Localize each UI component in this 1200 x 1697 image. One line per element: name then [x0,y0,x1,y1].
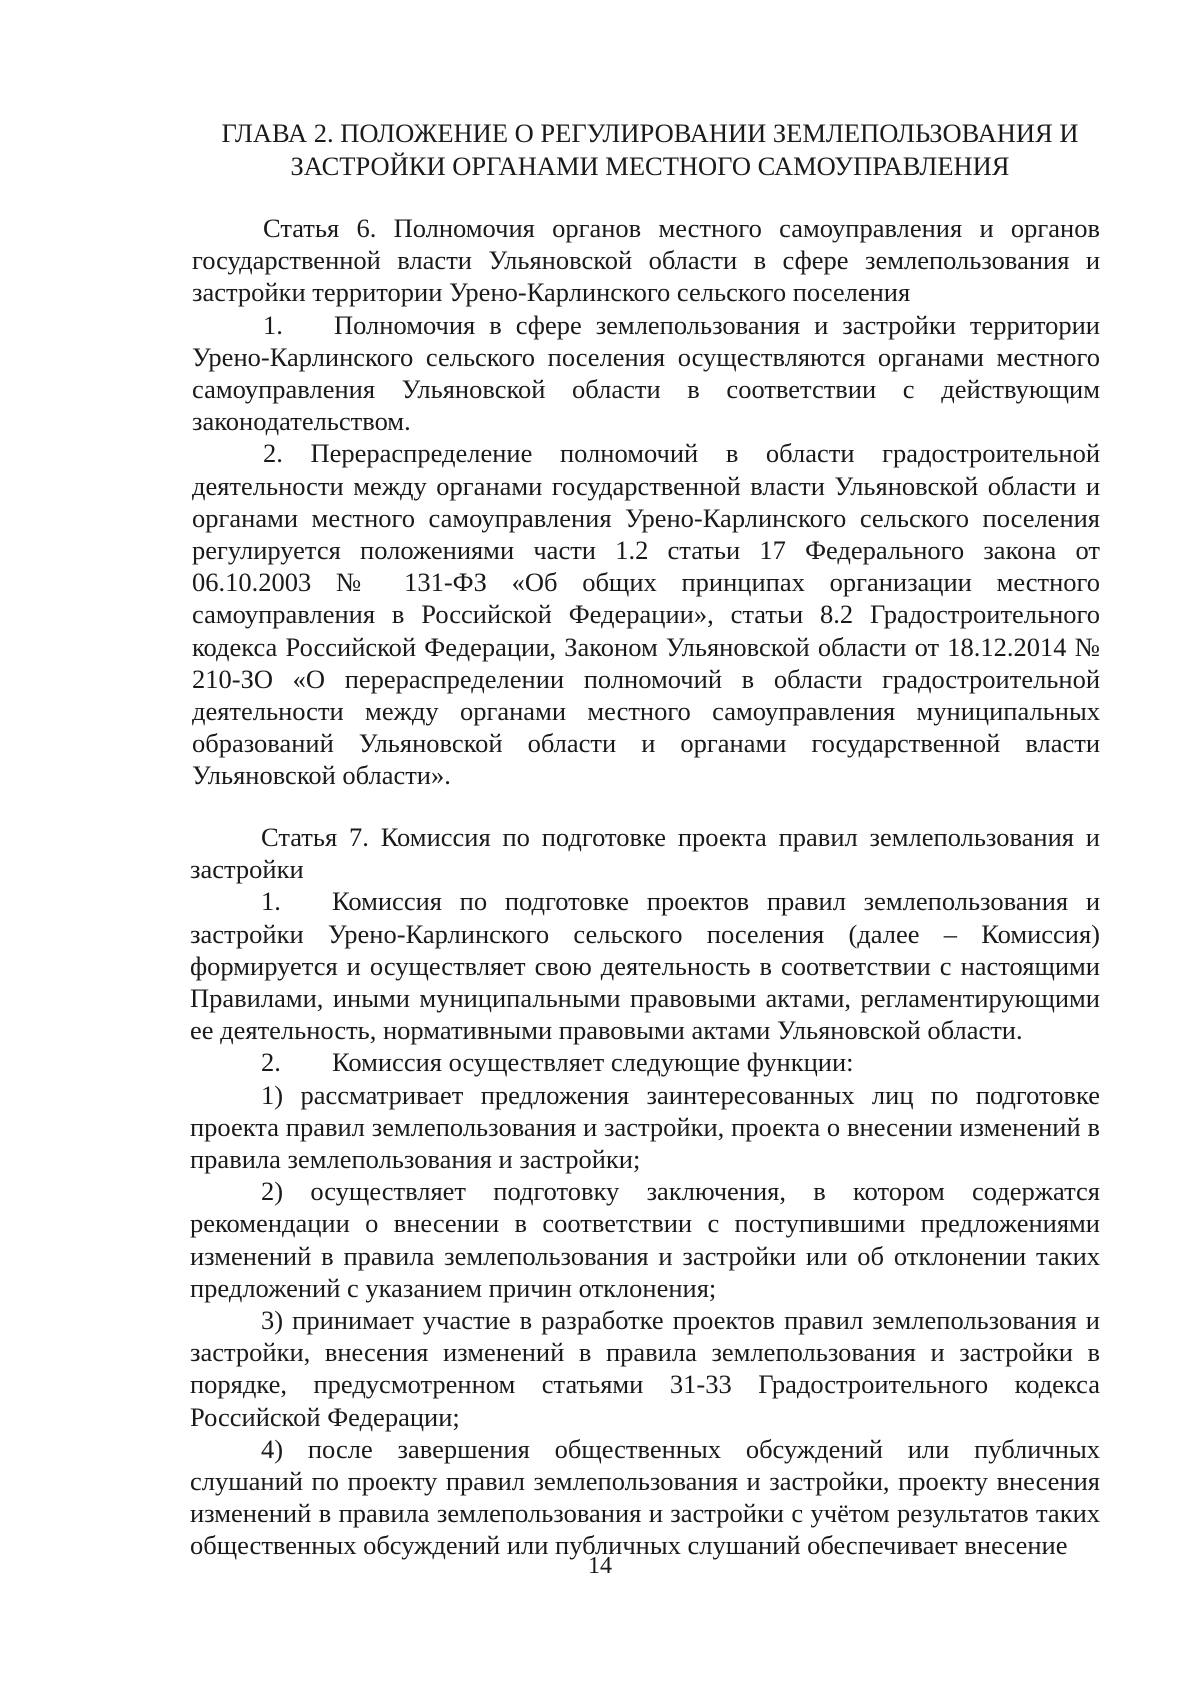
article-6 [192,212,1100,792]
function-item-2: 2) осуществляет подготовку заключения, в котором содержатся рекомендации о внесении в соответствии с поступившими предложениями изменений в правила землепользования и застройки или об отклонении таких предложений с указанием причин отклонения; [190,1176,1100,1303]
item-number: 1. [261,886,281,917]
chapter-title-line-1: ГЛАВА 2. ПОЛОЖЕНИЕ О РЕГУЛИРОВАНИИ ЗЕМЛЕПОЛЬЗОВАНИЯ И [221,118,1079,148]
article-7-item-2 [190,1046,1100,1078]
item-number: 2. [263,438,283,469]
chapter-title-line-2: ЗАСТРОЙКИ ОРГАНАМИ МЕСТНОГО САМОУПРАВЛЕНИЯ [290,151,1010,181]
chapter-title [200,117,1100,183]
article-6-item-2 [192,437,1100,791]
item-text: Перераспределение полномочий в области градостроительной деятельности между органами государственной власти Ульяновской области и органами местного самоуправления Урено-Карлинского сельского поселения регулируется положениями части 1.2 статьи 17 Федерального закона от 06.10.2003 № 131-ФЗ «Об общих принципах организации местного самоуправления в Российской Федерации», статьи 8.2 Градостроительного кодекса Российской Федерации, Законом Ульяновской области от 18.12.2014 № 210-ЗО «О перераспределении полномочий в области градостроительной деятельности между органами местного самоуправления муниципальных образований Ульяновской области и органами государственной власти Ульяновской области». [192,438,1100,791]
article-7-heading: Статья 7. Комиссия по подготовке проекта правил землепользования и застройки [190,822,1100,885]
item-number: 1. [263,309,283,340]
article-7 [190,821,1100,1562]
item-text: Полномочия в сфере землепользования и застройки территории Урено-Карлинского сельского поселения осуществляются органами местного самоуправления Ульяновской области в соответствии с действующим законодательством. [192,309,1100,437]
article-7-item-1 [190,885,1100,1046]
article-6-item-1 [192,309,1100,438]
page-number: 14 [588,1553,612,1579]
item-text: Комиссия осуществляет следующие функции: [332,1047,854,1078]
function-item-3: 3) принимает участие в разработке проектов правил землепользования и застройки, внесения изменений в правила землепользования и застройки в порядке, предусмотренном статьями 31-33 Градостроительного кодекса Российской Федерации; [190,1305,1100,1432]
function-item-1: 1) рассматривает предложения заинтересованных лиц по подготовке проекта правил землепользования и застройки, проекта о внесении изменений в правила землепользования и застройки; [190,1079,1100,1175]
item-text: Комиссия по подготовке проектов правил землепользования и застройки Урено-Карлинского сельского поселения (далее – Комиссия) формируется и осуществляет свою деятельность в соответствии с настоящими Правилами, иными муниципальными правовыми актами, регламентирующими ее деятельность, нормативными правовыми актами Ульяновской области. [190,886,1100,1046]
article-6-heading: Статья 6. Полномочия органов местного самоуправления и органов государственной власти Ульяновской области в сфере землепользования и застройки территории Урено-Карлинского сельского поселения [192,213,1100,308]
function-item-4: 4) после завершения общественных обсуждений или публичных слушаний по проекту правил землепользования и застройки, проекту внесения изменений в правила землепользования и застройки с учётом результатов таких общественных обсуждений или публичных слушаний обеспечивает внесение [190,1433,1100,1561]
item-number: 2. [261,1047,281,1078]
